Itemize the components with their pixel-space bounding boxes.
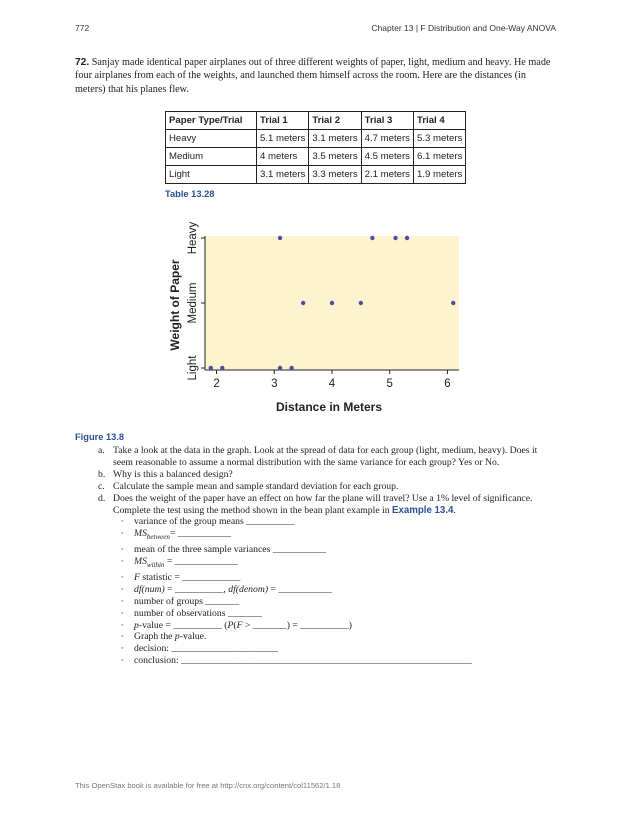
question-list — [98, 445, 558, 667]
data-point — [330, 301, 334, 305]
bullet-icon: ◦ — [121, 644, 124, 653]
data-point — [451, 301, 455, 305]
bullet-icon: ◦ — [121, 572, 124, 581]
question-text: Why is this a balanced design? — [113, 468, 233, 480]
problem-number: 72. — [75, 57, 90, 68]
table-cell: 3.1 meters — [309, 130, 361, 148]
x-tick-label: 5 — [386, 378, 393, 390]
question-d: d. Does the weight of the paper have an effect on how far the plane will travel? Use a 1% level of significance. Complete the test using the method shown in the bean plant example in Example 13.4. — [98, 492, 533, 516]
table-caption: Table 13.28 — [165, 189, 215, 199]
sub-item: ◦ number of groups _______ — [121, 595, 240, 607]
x-tick-label: 6 — [444, 378, 451, 390]
question-label: d. — [98, 492, 106, 504]
question-c — [98, 481, 558, 493]
bullet-icon: ◦ — [121, 656, 124, 665]
table-cell: 3.3 meters — [309, 166, 361, 184]
table-header: Paper Type/Trial — [166, 112, 257, 130]
data-point — [301, 301, 305, 305]
x-axis-title: Distance in Meters — [275, 400, 383, 414]
bullet-icon: ◦ — [121, 632, 124, 641]
y-tick-label: Light — [187, 355, 199, 381]
sub-item: ◦ number of observations _______ — [121, 607, 262, 619]
table-cell: 1.9 meters — [413, 166, 465, 184]
problem-text: Sanjay made identical paper airplanes out of three different weights of paper, light, medium and heavy. He made four airplanes from each of the weights, and launched them himself across the room. Here are the distances (in meters) that his planes flew. — [75, 57, 551, 95]
sub-item: ◦ df(num) = __________, df(denom) = ___________ — [121, 583, 332, 595]
question-text: Take a look at the data in the graph. Look at the spread of data for each group (light, medium, heavy). Does it seem reasonable to assume a normal distribution with the same variance for each group? Yes or No. — [113, 445, 538, 468]
bullet-icon: ◦ — [121, 557, 124, 566]
table-row — [166, 130, 466, 148]
data-point — [370, 236, 374, 240]
distance-table — [165, 111, 466, 184]
table-header: Trial 2 — [309, 112, 361, 130]
x-tick-label: 3 — [271, 378, 278, 390]
question-label: a. — [98, 445, 105, 456]
question-text: Does the weight of the paper have an effect on how far the plane will travel? Use a 1% level of significance. Complete the test using the method shown in the bean plant example in — [113, 492, 533, 516]
footer-note: This OpenStax book is available for free at http://cnx.org/content/col11562/1.18 — [75, 781, 341, 790]
sub-item: ◦ conclusion: ____________________________________________________________ — [121, 655, 472, 667]
y-tick-label: Medium — [187, 282, 199, 324]
sub-item: ◦ $MS_{within}$ = _____________ — [121, 556, 238, 570]
sub-item: ◦ F statistic = ____________ — [121, 571, 241, 583]
question-label: c. — [98, 480, 105, 492]
data-point — [405, 236, 409, 240]
chapter-title: Chapter 13 | F Distribution and One-Way ANOVA — [371, 23, 556, 33]
question-label: b. — [98, 468, 106, 480]
sub-item: ◦ $MS_{between}=$ ___________ — [121, 528, 232, 542]
table-cell: Light — [166, 166, 257, 184]
table-header: Trial 1 — [257, 112, 309, 130]
example-link[interactable]: Example 13.4 — [392, 504, 454, 516]
table-header-row — [166, 112, 466, 130]
problem-statement — [75, 56, 557, 96]
data-point — [278, 366, 282, 370]
table-cell: 2.1 meters — [361, 166, 413, 184]
table-cell: 4 meters — [257, 148, 309, 166]
table-cell: 6.1 meters — [413, 148, 465, 166]
bullet-icon: ◦ — [121, 596, 124, 605]
table-cell: 3.1 meters — [257, 166, 309, 184]
table-cell: Heavy — [166, 130, 257, 148]
table-row — [166, 148, 466, 166]
bullet-icon: ◦ — [121, 545, 124, 554]
table-header: Trial 3 — [361, 112, 413, 130]
scatter-chart — [160, 222, 480, 422]
y-tick-label: Heavy — [187, 222, 199, 255]
table-cell: 5.3 meters — [413, 130, 465, 148]
sub-item: ◦ decision: ______________________ — [121, 643, 278, 655]
data-point — [220, 366, 224, 370]
question-a — [98, 445, 558, 469]
table-cell: 4.5 meters — [361, 148, 413, 166]
table-header: Trial 4 — [413, 112, 465, 130]
sub-item: ◦ p-value = __________ (P(F > _______) = __________) — [121, 619, 352, 631]
page-number: 772 — [75, 23, 90, 33]
table-cell: Medium — [166, 148, 257, 166]
table-cell: 3.5 meters — [309, 148, 361, 166]
bullet-icon: ◦ — [121, 517, 124, 526]
data-point — [359, 301, 363, 305]
table-cell: 5.1 meters — [257, 130, 309, 148]
data-point — [209, 366, 213, 370]
data-point — [289, 366, 293, 370]
bullet-icon: ◦ — [121, 620, 124, 629]
sub-item: ◦ Graph the p-value. — [121, 631, 207, 643]
bullet-icon: ◦ — [121, 608, 124, 617]
table-cell: 4.7 meters — [361, 130, 413, 148]
x-tick-label: 4 — [328, 378, 336, 390]
x-tick-label: 2 — [213, 378, 220, 390]
question-b — [98, 469, 558, 481]
bullet-icon: ◦ — [121, 584, 124, 593]
sub-item: ◦ mean of the three sample variances ___________ — [121, 544, 327, 556]
question-text: Calculate the sample mean and sample standard deviation for each group. — [113, 480, 399, 492]
figure-caption: Figure 13.8 — [75, 432, 125, 442]
table-row — [166, 166, 466, 184]
sub-item: ◦ variance of the group means __________ — [121, 516, 295, 528]
bullet-icon: ◦ — [121, 529, 124, 538]
y-axis-title: Weight of Paper — [168, 259, 182, 351]
data-point — [393, 236, 397, 240]
data-point — [278, 236, 282, 240]
